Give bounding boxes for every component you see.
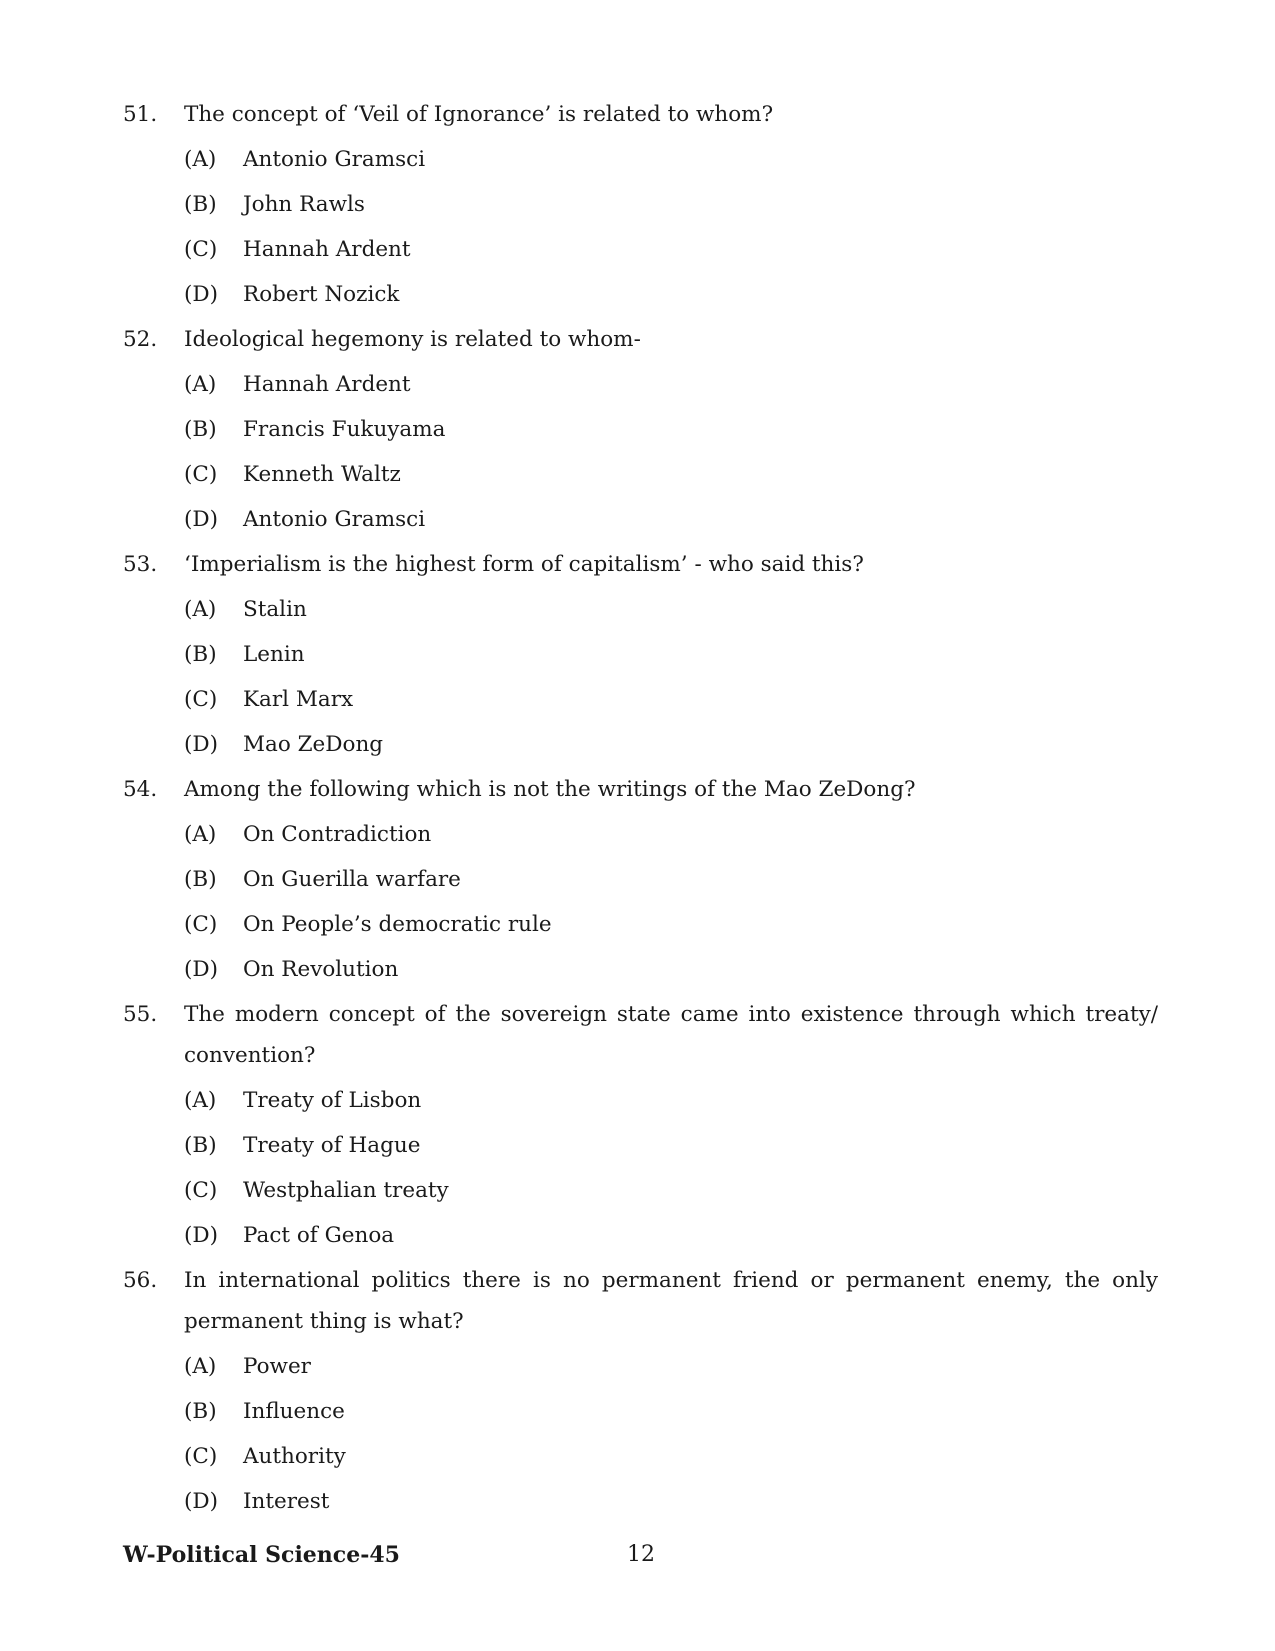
option-text: Treaty of Hague	[243, 1133, 421, 1158]
option-letter: (B)	[184, 867, 217, 892]
option-text: On Contradiction	[243, 822, 432, 847]
option-letter: (B)	[184, 1133, 217, 1158]
question-number: 51.	[123, 102, 158, 127]
question-number: 52.	[123, 327, 158, 352]
option-c	[184, 454, 1158, 495]
option-letter: (A)	[184, 597, 217, 622]
option-letter: (B)	[184, 642, 217, 667]
option-c	[184, 904, 1158, 945]
option-letter: (A)	[184, 822, 217, 847]
option-letter: (A)	[184, 372, 217, 397]
option-b	[184, 1125, 1158, 1166]
option-letter: (D)	[184, 1489, 219, 1514]
question-list	[123, 94, 1158, 1526]
option-d	[184, 499, 1158, 540]
option-text: Power	[243, 1354, 311, 1379]
option-a	[184, 1346, 1158, 1387]
option-text: Stalin	[243, 597, 307, 622]
option-b	[184, 1391, 1158, 1432]
option-text: Hannah Ardent	[243, 237, 411, 262]
option-letter: (A)	[184, 1354, 217, 1379]
option-text: On People’s democratic rule	[243, 912, 552, 937]
option-letter: (D)	[184, 507, 219, 532]
question-text: The modern concept of the sovereign state came into existence through which treaty/ convention?	[184, 1002, 1158, 1068]
option-letter: (B)	[184, 417, 217, 442]
option-text: Karl Marx	[243, 687, 354, 712]
option-text: Mao ZeDong	[243, 732, 384, 757]
option-a	[184, 139, 1158, 180]
question-stem	[123, 769, 1158, 810]
option-b	[184, 859, 1158, 900]
option-d	[184, 724, 1158, 765]
page-number: 12	[627, 1542, 655, 1567]
question-stem	[123, 94, 1158, 135]
option-text: Influence	[243, 1399, 345, 1424]
question-stem	[123, 319, 1158, 360]
question-56	[123, 1260, 1158, 1522]
option-a	[184, 589, 1158, 630]
question-52	[123, 319, 1158, 540]
option-b	[184, 409, 1158, 450]
option-letter: (D)	[184, 732, 219, 757]
question-text: In international politics there is no permanent friend or permanent enemy, the only permanent thing is what?	[184, 1268, 1158, 1334]
option-c	[184, 1170, 1158, 1211]
question-53	[123, 544, 1158, 765]
option-letter: (A)	[184, 1088, 217, 1113]
option-text: Treaty of Lisbon	[243, 1088, 422, 1113]
option-letter: (D)	[184, 957, 219, 982]
question-text: Ideological hegemony is related to whom-	[184, 327, 641, 352]
option-letter: (C)	[184, 912, 218, 937]
option-c	[184, 1436, 1158, 1477]
option-c	[184, 229, 1158, 270]
option-text: Kenneth Waltz	[243, 462, 401, 487]
option-text: Hannah Ardent	[243, 372, 411, 397]
option-letter: (A)	[184, 147, 217, 172]
question-text: The concept of ‘Veil of Ignorance’ is related to whom?	[184, 102, 774, 127]
question-number: 53.	[123, 552, 158, 577]
option-letter: (D)	[184, 282, 219, 307]
option-text: Westphalian treaty	[243, 1178, 449, 1203]
option-text: Pact of Genoa	[243, 1223, 395, 1248]
option-text: Authority	[243, 1444, 346, 1469]
option-text: On Revolution	[243, 957, 399, 982]
question-stem	[123, 994, 1158, 1076]
option-letter: (C)	[184, 687, 218, 712]
question-text: Among the following which is not the writings of the Mao ZeDong?	[184, 777, 916, 802]
option-text: On Guerilla warfare	[243, 867, 461, 892]
question-51	[123, 94, 1158, 315]
question-stem	[123, 544, 1158, 585]
option-letter: (C)	[184, 1178, 218, 1203]
option-text: Interest	[243, 1489, 330, 1514]
question-stem	[123, 1260, 1158, 1342]
option-letter: (C)	[184, 1444, 218, 1469]
option-d	[184, 1481, 1158, 1522]
option-a	[184, 1080, 1158, 1121]
question-number: 55.	[123, 1002, 158, 1027]
page-footer	[123, 1537, 1158, 1573]
option-text: Francis Fukuyama	[243, 417, 446, 442]
question-55	[123, 994, 1158, 1256]
paper-code: W-Political Science-45	[123, 1542, 400, 1568]
option-text: Antonio Gramsci	[243, 507, 426, 532]
option-d	[184, 949, 1158, 990]
question-54	[123, 769, 1158, 990]
option-b	[184, 634, 1158, 675]
option-letter: (B)	[184, 1399, 217, 1424]
option-text: Lenin	[243, 642, 305, 667]
option-text: John Rawls	[243, 192, 365, 217]
option-letter: (B)	[184, 192, 217, 217]
option-text: Antonio Gramsci	[243, 147, 426, 172]
option-a	[184, 814, 1158, 855]
option-text: Robert Nozick	[243, 282, 400, 307]
option-d	[184, 1215, 1158, 1256]
option-letter: (C)	[184, 462, 218, 487]
option-c	[184, 679, 1158, 720]
option-a	[184, 364, 1158, 405]
question-number: 56.	[123, 1268, 158, 1293]
option-b	[184, 184, 1158, 225]
option-d	[184, 274, 1158, 315]
option-letter: (D)	[184, 1223, 219, 1248]
question-text: ‘Imperialism is the highest form of capitalism’ - who said this?	[184, 552, 864, 577]
option-letter: (C)	[184, 237, 218, 262]
question-number: 54.	[123, 777, 158, 802]
